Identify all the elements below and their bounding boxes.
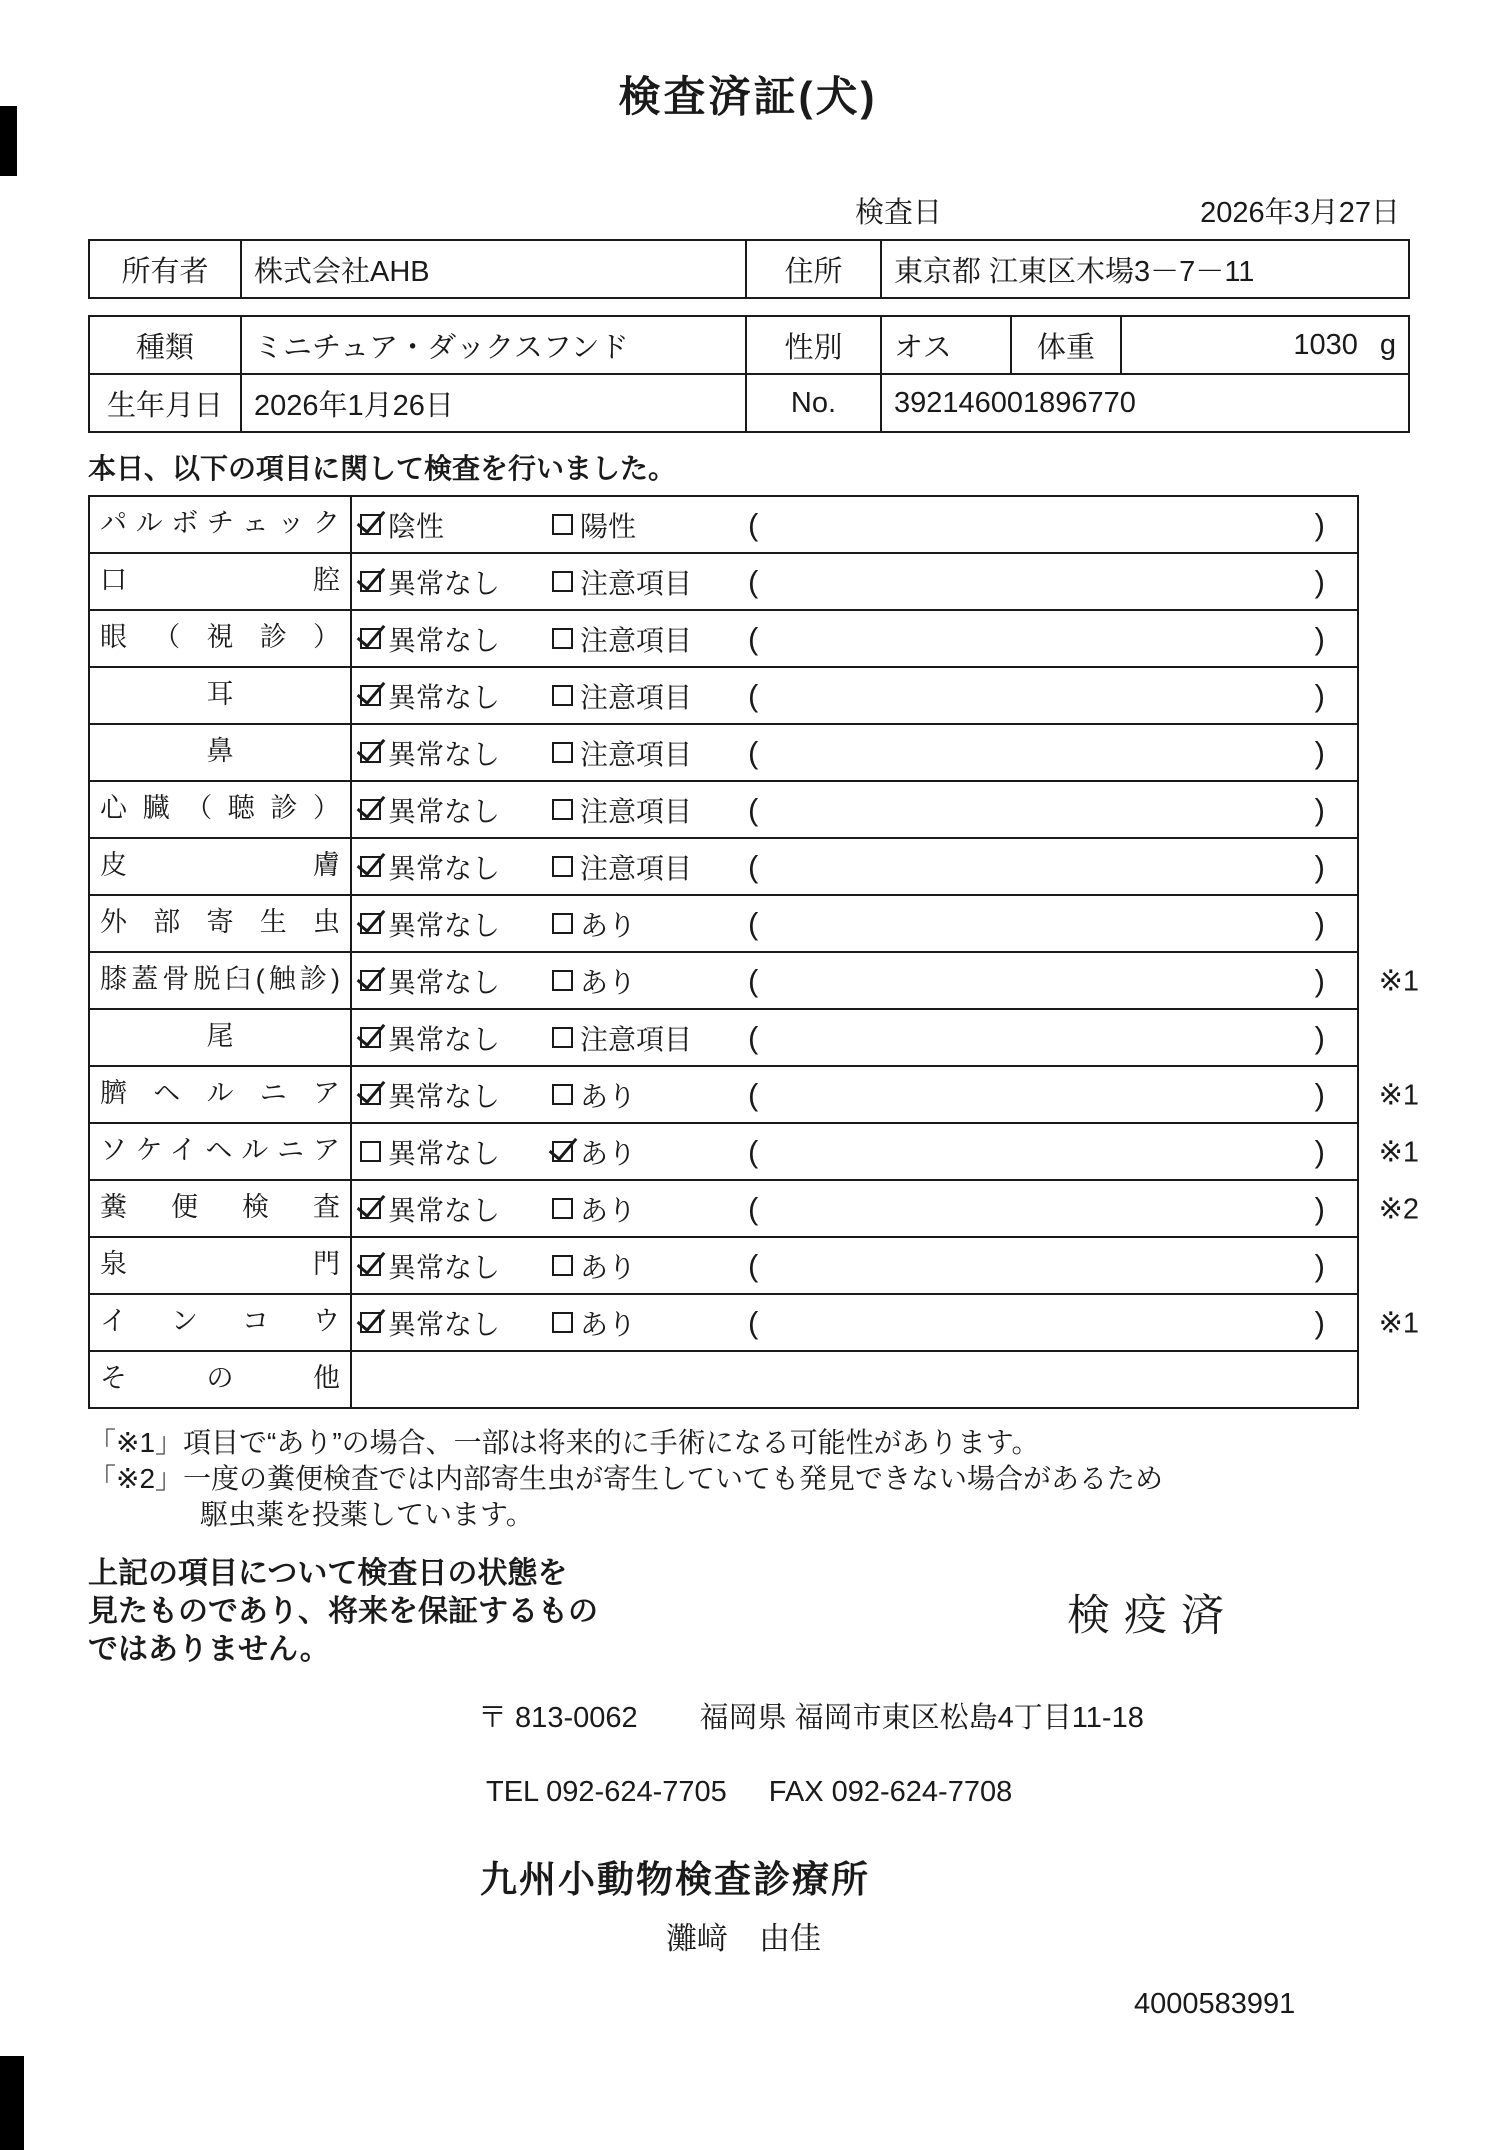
exam-row-label: 心臓（聴診） bbox=[90, 782, 352, 837]
scan-artifact-top bbox=[0, 106, 17, 176]
clinic-contact-line bbox=[88, 1776, 1408, 1809]
veterinarian-name: 灘﨑 由佳 bbox=[666, 1921, 821, 1956]
document-title: 検査済証(犬) bbox=[618, 73, 878, 120]
exam-option bbox=[360, 1303, 552, 1343]
exam-row-options bbox=[352, 1124, 1357, 1179]
exam-option bbox=[360, 1246, 552, 1286]
exam-option-label: 異常なし bbox=[388, 567, 501, 599]
exam-option-label: 陽性 bbox=[580, 510, 637, 542]
exam-row bbox=[90, 839, 1357, 896]
exam-row-options bbox=[352, 896, 1357, 951]
exam-row bbox=[90, 1181, 1419, 1238]
clinic-postal-code: 〒 813-0062 bbox=[478, 1702, 638, 1734]
exam-row-label: 尾 bbox=[90, 1010, 352, 1065]
exam-result-field bbox=[748, 1020, 1357, 1056]
exam-option-label: あり bbox=[580, 1080, 637, 1112]
exam-row-options bbox=[352, 1067, 1357, 1122]
inspection-date-row bbox=[88, 190, 1408, 231]
quarantine-stamp: 検疫済 bbox=[1067, 1591, 1238, 1640]
exam-result-field bbox=[748, 1248, 1357, 1284]
exam-row-options bbox=[352, 1238, 1357, 1293]
paren-close: ) bbox=[1314, 905, 1325, 941]
exam-option bbox=[360, 562, 552, 602]
paren-open: ( bbox=[748, 734, 759, 770]
exam-row-label: 外部寄生虫 bbox=[90, 896, 352, 951]
exam-option bbox=[552, 1075, 748, 1115]
clinic-address-line bbox=[88, 1695, 1408, 1736]
exam-option-label: あり bbox=[580, 1308, 637, 1340]
exam-row bbox=[90, 1238, 1357, 1295]
paren-close: ) bbox=[1314, 1304, 1325, 1340]
exam-row-label: 糞便検査 bbox=[90, 1181, 352, 1236]
exam-result-field bbox=[748, 963, 1357, 999]
breed-row bbox=[89, 316, 1409, 374]
exam-row-options bbox=[352, 1352, 1357, 1407]
breed-label: 種類 bbox=[89, 316, 241, 374]
exam-result-field bbox=[748, 735, 1357, 771]
exam-row-label: ソケイヘルニア bbox=[90, 1124, 352, 1179]
exam-row bbox=[90, 1352, 1357, 1407]
weight-label: 体重 bbox=[1011, 316, 1121, 374]
checkbox-unchecked-icon bbox=[360, 1141, 381, 1162]
exam-option-label: 注意項目 bbox=[580, 738, 693, 770]
footnote-2: 「※2」一度の糞便検査では内部寄生虫が寄生していても発見できない場合があるため bbox=[88, 1463, 1164, 1494]
exam-row bbox=[90, 611, 1357, 668]
exam-result-field bbox=[748, 678, 1357, 714]
exam-option bbox=[552, 961, 748, 1001]
checkbox-unchecked-icon bbox=[552, 856, 573, 877]
exam-result-field bbox=[748, 564, 1357, 600]
exam-option bbox=[360, 961, 552, 1001]
exam-result-field bbox=[748, 792, 1357, 828]
checkbox-unchecked-icon bbox=[552, 742, 573, 763]
exam-option bbox=[552, 1189, 748, 1229]
paren-close: ) bbox=[1314, 1247, 1325, 1283]
exam-option-label: 陰性 bbox=[388, 510, 445, 542]
disclaimer-line-2: 見たものであり、将来を保証するもの bbox=[88, 1595, 598, 1628]
checkbox-unchecked-icon bbox=[552, 514, 573, 535]
exam-option-label: 注意項目 bbox=[580, 795, 693, 827]
exam-row bbox=[90, 668, 1357, 725]
paren-close: ) bbox=[1314, 506, 1325, 542]
paren-open: ( bbox=[748, 905, 759, 941]
paren-open: ( bbox=[748, 848, 759, 884]
exam-option bbox=[552, 904, 748, 944]
exam-row-label: 皮膚 bbox=[90, 839, 352, 894]
exam-row bbox=[90, 782, 1357, 839]
exam-row-label: 膝蓋骨脱臼(触診) bbox=[90, 953, 352, 1008]
exam-option-label: 注意項目 bbox=[580, 567, 693, 599]
paren-close: ) bbox=[1314, 677, 1325, 713]
disclaimer-section bbox=[88, 1555, 1408, 1669]
exam-table bbox=[88, 495, 1419, 1409]
exam-option-label: 異常なし bbox=[388, 1308, 501, 1340]
checkbox-checked-icon bbox=[360, 856, 381, 877]
paren-close: ) bbox=[1314, 620, 1325, 656]
exam-option-label: 異常なし bbox=[388, 624, 501, 656]
exam-option bbox=[360, 1075, 552, 1115]
checkbox-checked-icon bbox=[360, 628, 381, 649]
paren-open: ( bbox=[748, 1247, 759, 1283]
exam-result-field bbox=[748, 849, 1357, 885]
inspection-date-value: 2026年3月27日 bbox=[1200, 197, 1400, 229]
checkbox-checked-icon bbox=[360, 1312, 381, 1333]
exam-row bbox=[90, 1010, 1357, 1067]
exam-option-label: 異常なし bbox=[388, 1194, 501, 1226]
exam-option-label: 異常なし bbox=[388, 1137, 501, 1169]
exam-row-options bbox=[352, 1010, 1357, 1065]
exam-row-options bbox=[352, 839, 1357, 894]
exam-result-field bbox=[748, 1134, 1357, 1170]
checkbox-checked-icon bbox=[360, 1027, 381, 1048]
exam-row-options bbox=[352, 497, 1357, 552]
sex-label: 性別 bbox=[746, 316, 881, 374]
exam-row-label: インコウ bbox=[90, 1295, 352, 1350]
paren-open: ( bbox=[748, 1133, 759, 1169]
exam-option bbox=[360, 676, 552, 716]
intro-text: 本日、以下の項目に関して検査を行いました。 bbox=[88, 453, 677, 484]
exam-option bbox=[360, 847, 552, 887]
disclaimer-line-3: ではありません。 bbox=[88, 1633, 330, 1666]
exam-option-label: あり bbox=[580, 1251, 637, 1283]
exam-row-options bbox=[352, 725, 1357, 780]
exam-option-label: あり bbox=[580, 1137, 637, 1169]
exam-row bbox=[90, 497, 1357, 554]
exam-result-field bbox=[748, 507, 1357, 543]
inspection-date-label: 検査日 bbox=[855, 197, 943, 229]
checkbox-unchecked-icon bbox=[552, 970, 573, 991]
exam-option bbox=[360, 1018, 552, 1058]
exam-option bbox=[552, 1303, 748, 1343]
exam-option-label: 注意項目 bbox=[580, 852, 693, 884]
exam-result-field bbox=[748, 1305, 1357, 1341]
checkbox-unchecked-icon bbox=[552, 1084, 573, 1105]
exam-row-mark: ※1 bbox=[1378, 1079, 1419, 1111]
exam-option-label: 異常なし bbox=[388, 966, 501, 998]
paren-open: ( bbox=[748, 677, 759, 713]
checkbox-checked-icon bbox=[360, 970, 381, 991]
exam-row-options bbox=[352, 668, 1357, 723]
address-label: 住所 bbox=[746, 240, 881, 298]
disclaimer-text bbox=[88, 1555, 598, 1669]
birthdate-value: 2026年1月26日 bbox=[241, 374, 746, 432]
checkbox-checked-icon bbox=[360, 1084, 381, 1105]
exam-row-options bbox=[352, 782, 1357, 837]
exam-row-label: 臍ヘルニア bbox=[90, 1067, 352, 1122]
exam-option bbox=[360, 904, 552, 944]
footnote-2-continued: 駆虫薬を投薬しています。 bbox=[200, 1499, 534, 1530]
paren-close: ) bbox=[1314, 962, 1325, 998]
checkbox-checked-icon bbox=[360, 1255, 381, 1276]
exam-row-options bbox=[352, 953, 1357, 1008]
exam-option bbox=[360, 1132, 552, 1172]
exam-row bbox=[90, 1295, 1419, 1352]
exam-option bbox=[552, 505, 748, 545]
checkbox-unchecked-icon bbox=[552, 1255, 573, 1276]
paren-close: ) bbox=[1314, 734, 1325, 770]
clinic-section bbox=[88, 1695, 1408, 2021]
exam-option bbox=[552, 619, 748, 659]
owner-table bbox=[88, 239, 1410, 299]
owner-row bbox=[89, 240, 1409, 298]
paren-open: ( bbox=[748, 1304, 759, 1340]
exam-row-options bbox=[352, 1181, 1357, 1236]
no-value: 392146001896770 bbox=[881, 374, 1409, 432]
exam-option-label: あり bbox=[580, 966, 637, 998]
exam-option bbox=[360, 1189, 552, 1229]
exam-option-label: 異常なし bbox=[388, 795, 501, 827]
exam-row-label: 口腔 bbox=[90, 554, 352, 609]
paren-open: ( bbox=[748, 791, 759, 827]
exam-option-label: 注意項目 bbox=[580, 681, 693, 713]
exam-result-field bbox=[748, 1077, 1357, 1113]
exam-result-field bbox=[748, 1191, 1357, 1227]
checkbox-unchecked-icon bbox=[552, 913, 573, 934]
scan-artifact-bottom bbox=[0, 2056, 24, 2150]
exam-row-mark: ※1 bbox=[1378, 1307, 1419, 1339]
exam-row-options bbox=[352, 554, 1357, 609]
paren-close: ) bbox=[1314, 848, 1325, 884]
exam-row-mark: ※1 bbox=[1378, 1136, 1419, 1168]
exam-row bbox=[90, 896, 1357, 953]
exam-row bbox=[90, 554, 1357, 611]
exam-option bbox=[552, 1018, 748, 1058]
exam-option-label: 注意項目 bbox=[580, 624, 693, 656]
exam-option bbox=[552, 676, 748, 716]
exam-option-label: 異常なし bbox=[388, 738, 501, 770]
exam-option bbox=[360, 733, 552, 773]
no-label: No. bbox=[746, 374, 881, 432]
owner-value: 株式会社AHB bbox=[241, 240, 746, 298]
paren-open: ( bbox=[748, 1076, 759, 1112]
checkbox-unchecked-icon bbox=[552, 1027, 573, 1048]
footnote-1: 「※1」項目で“あり”の場合、一部は将来的に手術になる可能性があります。 bbox=[88, 1427, 1040, 1458]
exam-row bbox=[90, 725, 1357, 782]
paren-open: ( bbox=[748, 962, 759, 998]
paren-close: ) bbox=[1314, 1019, 1325, 1055]
exam-option bbox=[360, 790, 552, 830]
paren-open: ( bbox=[748, 1190, 759, 1226]
weight-value: 1030 bbox=[1293, 328, 1358, 361]
exam-row-label: 鼻 bbox=[90, 725, 352, 780]
address-value: 東京都 江東区木場3－7－11 bbox=[881, 240, 1409, 298]
exam-row-label: 泉門 bbox=[90, 1238, 352, 1293]
checkbox-checked-icon bbox=[360, 742, 381, 763]
exam-option bbox=[360, 619, 552, 659]
exam-option-label: あり bbox=[580, 909, 637, 941]
exam-row-label: 耳 bbox=[90, 668, 352, 723]
birthdate-row bbox=[89, 374, 1409, 432]
exam-row-mark: ※2 bbox=[1378, 1193, 1419, 1225]
exam-row-label: その他 bbox=[90, 1352, 352, 1407]
exam-option bbox=[552, 1132, 748, 1172]
owner-label: 所有者 bbox=[89, 240, 241, 298]
paren-open: ( bbox=[748, 620, 759, 656]
pet-info-table bbox=[88, 315, 1410, 433]
paren-open: ( bbox=[748, 563, 759, 599]
checkbox-checked-icon bbox=[552, 1141, 573, 1162]
checkbox-checked-icon bbox=[360, 799, 381, 820]
checkbox-checked-icon bbox=[360, 685, 381, 706]
paren-close: ) bbox=[1314, 1190, 1325, 1226]
checkbox-checked-icon bbox=[360, 1198, 381, 1219]
disclaimer-line-1: 上記の項目について検査日の状態を bbox=[88, 1557, 568, 1590]
exam-option-label: 異常なし bbox=[388, 1023, 501, 1055]
exam-row-mark: ※1 bbox=[1378, 965, 1419, 997]
exam-result-field bbox=[748, 906, 1357, 942]
exam-option bbox=[552, 733, 748, 773]
exam-option bbox=[552, 1246, 748, 1286]
weight-unit: g bbox=[1379, 328, 1396, 361]
checkbox-unchecked-icon bbox=[552, 571, 573, 592]
exam-row-label: 眼（視診） bbox=[90, 611, 352, 666]
exam-row bbox=[90, 1124, 1419, 1181]
exam-option-label: 異常なし bbox=[388, 1080, 501, 1112]
paren-open: ( bbox=[748, 1019, 759, 1055]
exam-row-options bbox=[352, 1295, 1357, 1350]
exam-row bbox=[90, 953, 1419, 1010]
document-code: 4000583991 bbox=[1134, 1988, 1296, 2020]
clinic-fax: FAX 092-624-7708 bbox=[768, 1776, 1013, 1808]
exam-option bbox=[552, 790, 748, 830]
exam-option-label: 異常なし bbox=[388, 852, 501, 884]
checkbox-unchecked-icon bbox=[552, 1198, 573, 1219]
paren-close: ) bbox=[1314, 1133, 1325, 1169]
exam-option-label: 異常なし bbox=[388, 909, 501, 941]
exam-row-options bbox=[352, 611, 1357, 666]
exam-row bbox=[90, 1067, 1419, 1124]
exam-option-label: あり bbox=[580, 1194, 637, 1226]
checkbox-unchecked-icon bbox=[552, 628, 573, 649]
paren-close: ) bbox=[1314, 791, 1325, 827]
clinic-name: 九州小動物検査診療所 bbox=[480, 1859, 870, 1900]
exam-row-label: パルボチェック bbox=[90, 497, 352, 552]
exam-result-field bbox=[748, 621, 1357, 657]
exam-option-label: 注意項目 bbox=[580, 1023, 693, 1055]
checkbox-unchecked-icon bbox=[552, 799, 573, 820]
exam-option-label: 異常なし bbox=[388, 1251, 501, 1283]
sex-value: オス bbox=[881, 316, 1011, 374]
checkbox-checked-icon bbox=[360, 913, 381, 934]
document-content bbox=[88, 0, 1419, 2021]
exam-option bbox=[552, 847, 748, 887]
checkbox-checked-icon bbox=[360, 514, 381, 535]
paren-close: ) bbox=[1314, 1076, 1325, 1112]
clinic-tel: TEL 092-624-7705 bbox=[486, 1776, 727, 1808]
checkbox-unchecked-icon bbox=[552, 1312, 573, 1333]
breed-value: ミニチュア・ダックスフンド bbox=[241, 316, 746, 374]
exam-option-label: 異常なし bbox=[388, 681, 501, 713]
birthdate-label: 生年月日 bbox=[89, 374, 241, 432]
weight-cell bbox=[1121, 316, 1409, 374]
clinic-address: 福岡県 福岡市東区松島4丁目11-18 bbox=[699, 1702, 1144, 1734]
paren-close: ) bbox=[1314, 563, 1325, 599]
exam-option bbox=[552, 562, 748, 602]
checkbox-checked-icon bbox=[360, 571, 381, 592]
paren-open: ( bbox=[748, 506, 759, 542]
exam-option bbox=[360, 505, 552, 545]
checkbox-unchecked-icon bbox=[552, 685, 573, 706]
